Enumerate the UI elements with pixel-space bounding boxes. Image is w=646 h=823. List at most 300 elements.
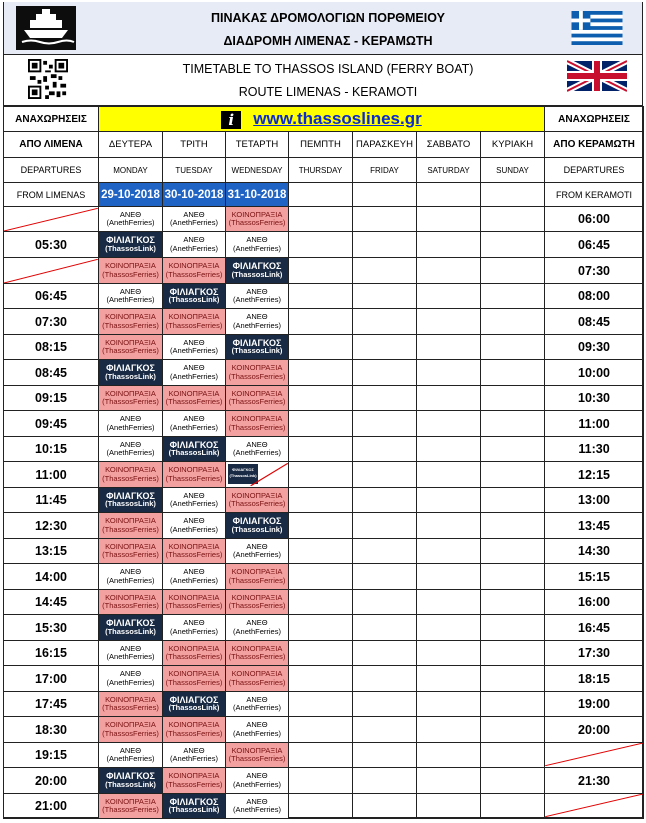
empty-cell (353, 284, 417, 309)
empty-cell (417, 768, 481, 794)
day-gr-0: ΔΕΥΤΕΡΑ (99, 132, 163, 158)
day-en-3: THURSDAY (289, 158, 353, 183)
operator-brand: (ThassosFerries) (228, 499, 286, 508)
empty-cell (481, 564, 545, 590)
ferry-logo-icon (16, 6, 76, 50)
operator-cell (99, 411, 163, 437)
table-row (4, 258, 644, 284)
keramoti-departure-time: 19:00 (545, 692, 644, 717)
empty-cell (289, 437, 353, 462)
keramoti-departure-time: 09:30 (545, 335, 644, 360)
empty-cell (289, 462, 353, 488)
operator-cell (163, 284, 226, 309)
operator-name: ΑΝΕΘ (183, 745, 205, 755)
empty-cell (289, 794, 353, 819)
table-row (4, 462, 644, 488)
operator-brand: (ThassosFerries) (228, 371, 286, 381)
table-row (4, 590, 644, 615)
title-greek-1: ΠΙΝΑΚΑΣ ΔΡΟΜΟΛΟΓΙΩΝ ΠΟΡΘΜΕΙΟΥ (211, 11, 445, 25)
operator-name: ΑΝΕΘ (183, 235, 205, 244)
empty-cell (353, 411, 417, 437)
empty-cell (289, 743, 353, 768)
empty-cell (481, 309, 545, 335)
operator-cell (163, 590, 226, 615)
operator-brand: (ThassosLink) (168, 805, 220, 814)
empty-cell (417, 615, 481, 641)
operator-name: ΚΟΙΝΟΠΡΑΞΙΑ (168, 465, 220, 474)
table-row (4, 437, 644, 462)
limenas-departure-time: 15:30 (4, 615, 99, 641)
operator-brand: (ThassosFerries) (102, 805, 159, 814)
operator-brand: (ThassosFerries) (165, 320, 223, 330)
operator-cell (163, 488, 226, 513)
operator-brand: (AnethFerries) (170, 575, 218, 585)
operator-brand: (AnethFerries) (170, 371, 218, 381)
operator-cell (163, 258, 226, 284)
operator-name: ΑΝΕΘ (183, 516, 205, 525)
operator-brand: (AnethFerries) (170, 524, 218, 534)
limenas-departure-time: 08:15 (4, 335, 99, 360)
operator-brand: (ThassosFerries) (102, 728, 159, 738)
operator-cell (226, 411, 289, 437)
table-row (4, 666, 644, 692)
empty-cell (353, 309, 417, 335)
table-row (4, 386, 644, 411)
empty-cell (289, 335, 353, 360)
operator-name: ΦΙΛΙΑΓΚΟΣ (232, 261, 282, 271)
table-row (4, 641, 644, 666)
operator-brand: (ThassosLink) (231, 269, 283, 279)
limenas-departure-time: 17:00 (4, 666, 99, 692)
empty-cell (481, 437, 545, 462)
operator-cell (226, 284, 289, 309)
operator-brand: (ThassosFerries) (165, 652, 223, 661)
empty-cell (417, 794, 481, 819)
empty-cell (417, 232, 481, 258)
operator-cell (99, 768, 163, 794)
operator-cell (163, 335, 226, 360)
website-link[interactable]: www.thassoslines.gr (253, 109, 422, 128)
operator-cell (99, 641, 163, 666)
operator-cell (99, 462, 163, 488)
day-en-0: MONDAY (99, 158, 163, 183)
operator-brand: (AnethFerries) (233, 779, 281, 789)
table-row (4, 232, 644, 258)
day-en-2: WEDNESDAY (226, 158, 289, 183)
empty-cell (417, 462, 481, 488)
table-row (4, 488, 644, 513)
empty-cell (289, 207, 353, 232)
day-gr-5: ΣΑΒΒΑΤΟ (417, 132, 481, 158)
operator-name: ΑΝΕΘ (246, 720, 268, 729)
operator-brand: (ThassosFerries) (102, 473, 159, 483)
empty-cell (417, 743, 481, 768)
operator-name: ΚΟΙΝΟΠΡΑΞΙΑ (231, 643, 283, 653)
day-gr-1: ΤΡΙΤΗ (163, 132, 226, 158)
operator-cell (99, 309, 163, 335)
operator-name: ΑΝΕΘ (119, 414, 142, 423)
operator-cell (163, 513, 226, 539)
keramoti-departure-time: 17:30 (545, 641, 644, 666)
operator-name: ΦΙΛΙΑΓΚΟΣ (106, 490, 155, 501)
operator-cell (99, 488, 163, 513)
cancelled-slash (545, 794, 644, 819)
cancelled-slash (4, 207, 99, 232)
operator-cell (163, 462, 226, 488)
keramoti-departure-time: 21:30 (545, 768, 644, 794)
operator-cell (163, 309, 226, 335)
day-en-5: SATURDAY (417, 158, 481, 183)
operator-cell (226, 666, 289, 692)
day-en-4: FRIDAY (353, 158, 417, 183)
operator-cell (163, 232, 226, 258)
empty-cell (353, 488, 417, 513)
day-date-6 (481, 183, 545, 207)
operator-brand: (AnethFerries) (233, 703, 281, 712)
operator-name: ΚΟΙΝΟΠΡΑΞΙΑ (168, 592, 220, 602)
operator-cell (226, 258, 289, 284)
empty-cell (289, 488, 353, 513)
table-row (4, 284, 644, 309)
operator-name: ΚΟΙΝΟΠΡΑΞΙΑ (231, 567, 283, 576)
operator-name: ΦΙΛΙΑΓΚΟΣ (106, 363, 155, 373)
right-from-gr: ΑΠΟ ΚΕΡΑΜΩΤΗ (545, 132, 644, 158)
operator-brand: (AnethFerries) (106, 754, 155, 763)
keramoti-departure-time: 08:45 (545, 309, 644, 335)
operator-name: ΦΙΛΙΑΓΚΟΣ (169, 439, 219, 450)
operator-cell (99, 615, 163, 641)
operator-brand: (ThassosFerries) (102, 397, 159, 406)
operator-name: ΚΟΙΝΟΠΡΑΞΙΑ (105, 592, 156, 602)
empty-cell (481, 615, 545, 641)
keramoti-departure-time: 11:30 (545, 437, 644, 462)
limenas-departure-time: 10:15 (4, 437, 99, 462)
empty-cell (289, 615, 353, 641)
operator-brand: (AnethFerries) (170, 243, 218, 253)
operator-name: ΚΟΙΝΟΠΡΑΞΙΑ (231, 363, 283, 372)
empty-cell (353, 794, 417, 819)
operator-name: ΚΟΙΝΟΠΡΑΞΙΑ (105, 312, 156, 321)
operator-cell (163, 666, 226, 692)
table-row (4, 564, 644, 590)
operator-name: ΚΟΙΝΟΠΡΑΞΙΑ (168, 771, 220, 780)
operator-brand: (AnethFerries) (170, 218, 218, 227)
limenas-departure-time: 20:00 (4, 768, 99, 794)
operator-brand: (AnethFerries) (106, 575, 155, 585)
operator-name: ΦΙΛΙΑΓΚΟΣ (169, 796, 219, 807)
operator-name: ΚΟΙΝΟΠΡΑΞΙΑ (231, 592, 283, 602)
operator-brand: (ThassosLink) (168, 448, 220, 457)
operator-cell (163, 539, 226, 564)
table-row (4, 207, 644, 232)
operator-cell (226, 207, 289, 232)
empty-cell (417, 258, 481, 284)
empty-cell (417, 411, 481, 437)
empty-cell (481, 335, 545, 360)
header-greek (3, 2, 643, 55)
empty-cell (289, 258, 353, 284)
operator-brand: (ThassosFerries) (165, 473, 223, 483)
table-row (4, 692, 644, 717)
operator-brand: (ThassosFerries) (165, 269, 223, 279)
table-row (4, 360, 644, 386)
keramoti-departure-time: 20:00 (545, 717, 644, 743)
operator-name: ΦΙΛΙΑΓΚΟΣ (106, 618, 155, 628)
empty-cell (289, 641, 353, 666)
operator-brand: (ThassosFerries) (102, 320, 159, 330)
empty-cell (289, 232, 353, 258)
operator-cell (163, 411, 226, 437)
operator-cell (99, 232, 163, 258)
empty-cell (353, 335, 417, 360)
keramoti-departure-time: 07:30 (545, 258, 644, 284)
operator-brand: (ThassosFerries) (165, 397, 223, 406)
keramoti-departure-time: 13:00 (545, 488, 644, 513)
limenas-departure-time: 16:15 (4, 641, 99, 666)
empty-cell (353, 513, 417, 539)
empty-cell (417, 692, 481, 717)
keramoti-departure-time: 06:00 (545, 207, 644, 232)
table-row (4, 768, 644, 794)
operator-name: ΚΟΙΝΟΠΡΑΞΙΑ (231, 388, 283, 398)
operator-name: ΦΙΛΙΑΓΚΟΣ (106, 235, 155, 245)
right-from-en: FROM KERAMOTI (545, 183, 644, 207)
empty-cell (417, 666, 481, 692)
operator-brand: (AnethFerries) (233, 626, 281, 636)
limenas-departure-time: 18:30 (4, 717, 99, 743)
empty-cell (353, 590, 417, 615)
empty-cell (417, 590, 481, 615)
operator-name: ΚΟΙΝΟΠΡΑΞΙΑ (168, 388, 220, 398)
website-banner[interactable] (99, 107, 545, 132)
operator-name: ΑΝΕΘ (183, 209, 205, 219)
limenas-departure-time: 21:00 (4, 794, 99, 819)
operator-brand: (ThassosFerries) (165, 728, 223, 738)
operator-cell (226, 692, 289, 717)
empty-cell (353, 437, 417, 462)
operator-cell (99, 360, 163, 386)
empty-cell (289, 590, 353, 615)
day-date-4 (353, 183, 417, 207)
operator-cell-mini (226, 462, 289, 488)
operator-brand: (ThassosFerries) (102, 346, 159, 355)
operator-cell (99, 437, 163, 462)
operator-brand: (AnethFerries) (233, 243, 281, 253)
empty-cell (481, 284, 545, 309)
operator-name: ΚΟΙΝΟΠΡΑΞΙΑ (105, 694, 156, 704)
empty-cell (353, 564, 417, 590)
keramoti-departure-time: 16:00 (545, 590, 644, 615)
operator-name: ΑΝΕΘ (246, 771, 268, 780)
keramoti-departure-time: 10:00 (545, 360, 644, 386)
left-from-gr: ΑΠΟ ΛΙΜΕΝΑ (4, 132, 99, 158)
right-departures-en: DEPARTURES (545, 158, 644, 183)
operator-name: ΑΝΕΘ (246, 312, 268, 321)
operator-cell (226, 437, 289, 462)
keramoti-departure-time: 08:00 (545, 284, 644, 309)
qr-code-icon[interactable] (28, 58, 68, 100)
operator-cell (226, 717, 289, 743)
operator-name: ΑΝΕΘ (246, 541, 268, 551)
operator-name: ΚΟΙΝΟΠΡΑΞΙΑ (168, 261, 220, 270)
operator-brand: (ThassosLink) (168, 703, 220, 712)
operator-brand: (ThassosLink) (105, 626, 156, 636)
empty-cell (481, 794, 545, 819)
operator-name: ΑΝΕΘ (246, 286, 268, 296)
table-row (4, 539, 644, 564)
empty-cell (481, 462, 545, 488)
operator-cell (226, 641, 289, 666)
operator-brand: (ThassosLink) (231, 524, 283, 534)
left-departures-gr: ΑΝΑΧΩΡΗΣΕΙΣ (4, 107, 99, 132)
operator-name: ΦΙΛΙΑΓΚΟΣ (232, 516, 282, 526)
operator-name: ΑΝΕΘ (119, 439, 142, 449)
empty-cell (353, 641, 417, 666)
operator-name: ΚΟΙΝΟΠΡΑΞΙΑ (231, 669, 283, 678)
operator-name: ΑΝΕΘ (119, 286, 142, 296)
operator-brand: (ThassosFerries) (102, 601, 159, 610)
operator-cell (226, 488, 289, 513)
operator-name: ΚΟΙΝΟΠΡΑΞΙΑ (231, 414, 283, 423)
operator-brand: (ThassosFerries) (165, 550, 223, 559)
limenas-departure-time: 09:15 (4, 386, 99, 411)
empty-cell (481, 692, 545, 717)
operator-name: ΑΝΕΘ (183, 490, 205, 500)
empty-cell (481, 641, 545, 666)
operator-name: ΑΝΕΘ (183, 567, 205, 576)
keramoti-departure-time: 06:45 (545, 232, 644, 258)
empty-cell (353, 258, 417, 284)
empty-cell (417, 284, 481, 309)
left-from-en: FROM LIMENAS (4, 183, 99, 207)
operator-brand: (ThassosLink) (105, 243, 156, 253)
operator-cell (226, 615, 289, 641)
empty-cell (353, 717, 417, 743)
operator-brand: (ThassosFerries) (228, 652, 286, 661)
operator-brand: (ThassosFerries) (228, 601, 286, 610)
operator-cell (99, 564, 163, 590)
table-row (4, 335, 644, 360)
operator-brand: (AnethFerries) (233, 320, 281, 330)
empty-cell (353, 692, 417, 717)
empty-cell (417, 207, 481, 232)
operator-name: ΚΟΙΝΟΠΡΑΞΙΑ (231, 209, 283, 219)
table-row (4, 309, 644, 335)
operator-brand: (ThassosLink) (105, 779, 156, 789)
limenas-departure-time: 14:45 (4, 590, 99, 615)
operator-brand: (ThassosLink) (168, 295, 220, 304)
empty-cell (481, 411, 545, 437)
operator-brand: (ThassosLink) (105, 499, 156, 508)
uk-flag-icon[interactable] (567, 59, 627, 93)
operator-name: ΑΝΕΘ (183, 618, 205, 627)
cancelled-slash (4, 258, 99, 284)
operator-name: ΚΟΙΝΟΠΡΑΞΙΑ (105, 261, 156, 270)
operator-name: ΑΝΕΘ (246, 235, 268, 244)
operator-name: ΑΝΕΘ (119, 643, 142, 653)
operator-cell (163, 360, 226, 386)
empty-cell (481, 488, 545, 513)
operator-cell (163, 437, 226, 462)
operator-name: ΚΟΙΝΟΠΡΑΞΙΑ (168, 669, 220, 678)
table-row (4, 411, 644, 437)
limenas-departure-time: 12:30 (4, 513, 99, 539)
empty-cell (289, 411, 353, 437)
empty-cell (417, 309, 481, 335)
operator-name: ΚΟΙΝΟΠΡΑΞΙΑ (231, 745, 283, 755)
operator-cell (99, 386, 163, 411)
operator-cell (226, 386, 289, 411)
table-row (4, 717, 644, 743)
day-date-2: 31-10-2018 (226, 183, 289, 207)
operator-brand: (ThassosFerries) (228, 422, 286, 432)
empty-cell (289, 717, 353, 743)
operator-cell (163, 615, 226, 641)
empty-cell (481, 539, 545, 564)
operator-name: ΚΟΙΝΟΠΡΑΞΙΑ (168, 643, 220, 653)
empty-cell (481, 258, 545, 284)
operator-brand: (ThassosFerries) (228, 397, 286, 406)
empty-cell (417, 386, 481, 411)
day-date-3 (289, 183, 353, 207)
operator-brand: (ThassosFerries) (165, 779, 223, 789)
empty-cell (481, 743, 545, 768)
operator-brand: (AnethFerries) (233, 295, 281, 304)
empty-cell (289, 768, 353, 794)
empty-cell (417, 564, 481, 590)
keramoti-departure-time: 11:00 (545, 411, 644, 437)
table-row (4, 743, 644, 768)
day-gr-3: ΠΕΜΠΤΗ (289, 132, 353, 158)
operator-cell (99, 539, 163, 564)
operator-cell (163, 386, 226, 411)
operator-cell (163, 207, 226, 232)
greek-flag-icon[interactable] (567, 11, 627, 45)
info-icon: i (221, 111, 241, 129)
empty-cell (353, 232, 417, 258)
operator-cell (99, 692, 163, 717)
operator-cell (163, 794, 226, 819)
limenas-departure-time: 07:30 (4, 309, 99, 335)
empty-cell (417, 335, 481, 360)
mini-operator-brand: (ThassosLink) (229, 473, 257, 478)
keramoti-departure-time: 12:15 (545, 462, 644, 488)
keramoti-departure-time: 16:45 (545, 615, 644, 641)
empty-cell (481, 717, 545, 743)
header-english (3, 55, 643, 106)
operator-brand: (ThassosFerries) (102, 269, 159, 279)
operator-cell (226, 232, 289, 258)
operator-brand: (ThassosFerries) (165, 601, 223, 610)
operator-name: ΑΝΕΘ (246, 796, 268, 806)
empty-cell (353, 360, 417, 386)
title-greek-2: ΔΙΑΔΡΟΜΗ ΛΙΜΕΝΑΣ - ΚΕΡΑΜΩΤΗ (223, 34, 433, 48)
operator-cell (163, 743, 226, 768)
operator-cell (99, 590, 163, 615)
operator-name: ΦΙΛΙΑΓΚΟΣ (232, 337, 282, 348)
operator-cell (226, 309, 289, 335)
operator-cell (99, 794, 163, 819)
limenas-departure-time: 05:30 (4, 232, 99, 258)
limenas-departure-time: 08:45 (4, 360, 99, 386)
operator-cell (226, 360, 289, 386)
operator-brand: (AnethFerries) (106, 677, 155, 687)
table-row (4, 513, 644, 539)
operator-brand: (AnethFerries) (170, 754, 218, 763)
day-gr-6: ΚΥΡΙΑΚΗ (481, 132, 545, 158)
operator-brand: (ThassosFerries) (228, 677, 286, 687)
operator-cell (163, 717, 226, 743)
